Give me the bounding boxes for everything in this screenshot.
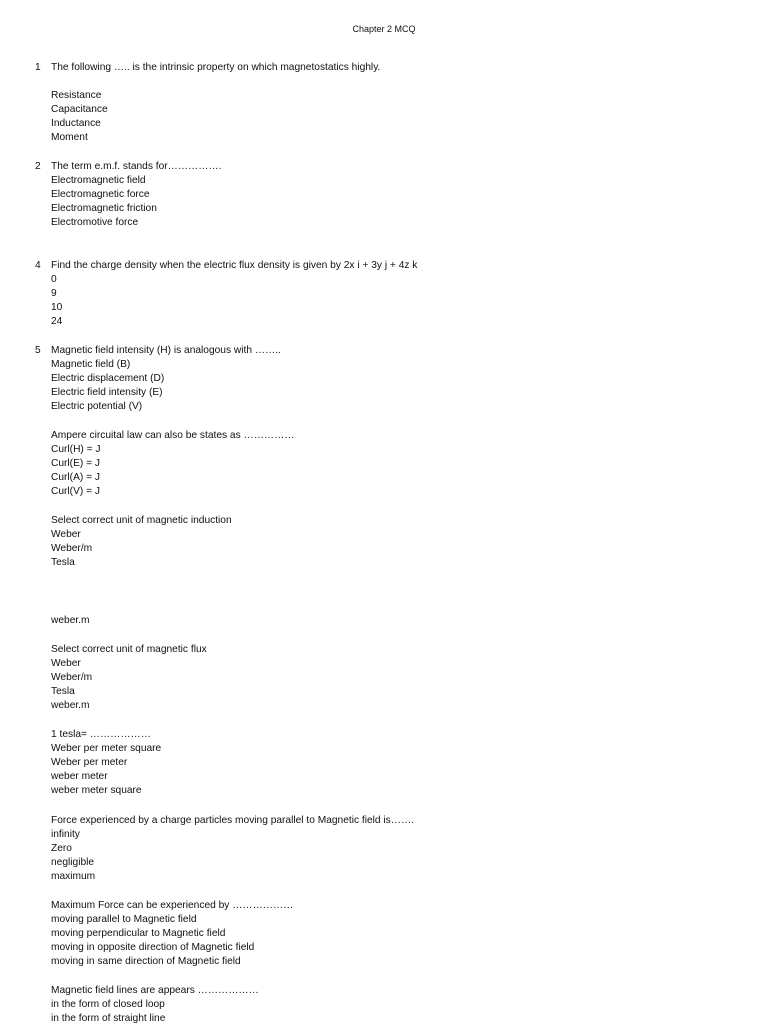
- option: infinity: [51, 829, 80, 840]
- option: weber.m: [51, 700, 90, 711]
- question-text: The following ….. is the intrinsic property on which magnetostatics highly.: [51, 62, 381, 73]
- option: 24: [51, 316, 63, 327]
- option: Inductance: [51, 118, 101, 129]
- option: Electric field intensity (E): [51, 387, 163, 398]
- question-number: 4: [35, 260, 41, 271]
- option: Resistance: [51, 90, 102, 101]
- question-text: Ampere circuital law can also be states as ……………: [51, 430, 295, 441]
- option: moving parallel to Magnetic field: [51, 914, 197, 925]
- option: weber meter: [51, 771, 108, 782]
- page-title: Chapter 2 MCQ: [352, 24, 416, 34]
- option: Weber: [51, 529, 81, 540]
- option: weber.m: [51, 615, 90, 626]
- question-text: Magnetic field lines are appears ………………: [51, 985, 259, 996]
- option: moving in same direction of Magnetic field: [51, 956, 241, 967]
- option: Electromagnetic field: [51, 175, 146, 186]
- option: Curl(A) = J: [51, 472, 100, 483]
- question-number: 5: [35, 345, 41, 356]
- option: Electromotive force: [51, 217, 139, 228]
- option: Weber/m: [51, 672, 93, 683]
- option: Weber per meter square: [51, 743, 162, 754]
- option: Zero: [51, 843, 72, 854]
- option: Electric potential (V): [51, 401, 143, 412]
- option: Electromagnetic friction: [51, 203, 157, 214]
- question-text: 1 tesla= ………………: [51, 729, 151, 740]
- question-text: Magnetic field intensity (H) is analogous with ……..: [51, 345, 281, 356]
- option: weber meter square: [51, 785, 142, 796]
- option: Weber: [51, 658, 81, 669]
- option: 10: [51, 302, 63, 313]
- option: in the form of straight line: [51, 1013, 166, 1024]
- option: Electromagnetic force: [51, 189, 150, 200]
- question-text: Force experienced by a charge particles moving parallel to Magnetic field is…….: [51, 815, 414, 826]
- question-number: 2: [35, 161, 41, 172]
- option: Magnetic field (B): [51, 359, 131, 370]
- option: moving in opposite direction of Magnetic field: [51, 942, 255, 953]
- option: maximum: [51, 871, 96, 882]
- option: Electric displacement (D): [51, 373, 165, 384]
- question-text: Maximum Force can be experienced by ………………: [51, 900, 294, 911]
- option: Weber/m: [51, 543, 93, 554]
- question-text: Select correct unit of magnetic induction: [51, 515, 232, 526]
- option: 9: [51, 288, 57, 299]
- question-text: Find the charge density when the electric flux density is given by 2x i + 3y j + 4z k: [51, 260, 418, 271]
- option: negligible: [51, 857, 95, 868]
- question-text: The term e.m.f. stands for…………….: [51, 161, 222, 172]
- option: Curl(E) = J: [51, 458, 100, 469]
- option: in the form of closed loop: [51, 999, 165, 1010]
- option: Curl(V) = J: [51, 486, 100, 497]
- option: Curl(H) = J: [51, 444, 101, 455]
- question-number: 1: [35, 62, 41, 73]
- option: Weber per meter: [51, 757, 128, 768]
- option: Tesla: [51, 557, 75, 568]
- question-text: Select correct unit of magnetic flux: [51, 644, 207, 655]
- option: Tesla: [51, 686, 75, 697]
- option: Capacitance: [51, 104, 108, 115]
- option: Moment: [51, 132, 88, 143]
- option: 0: [51, 274, 57, 285]
- option: moving perpendicular to Magnetic field: [51, 928, 226, 939]
